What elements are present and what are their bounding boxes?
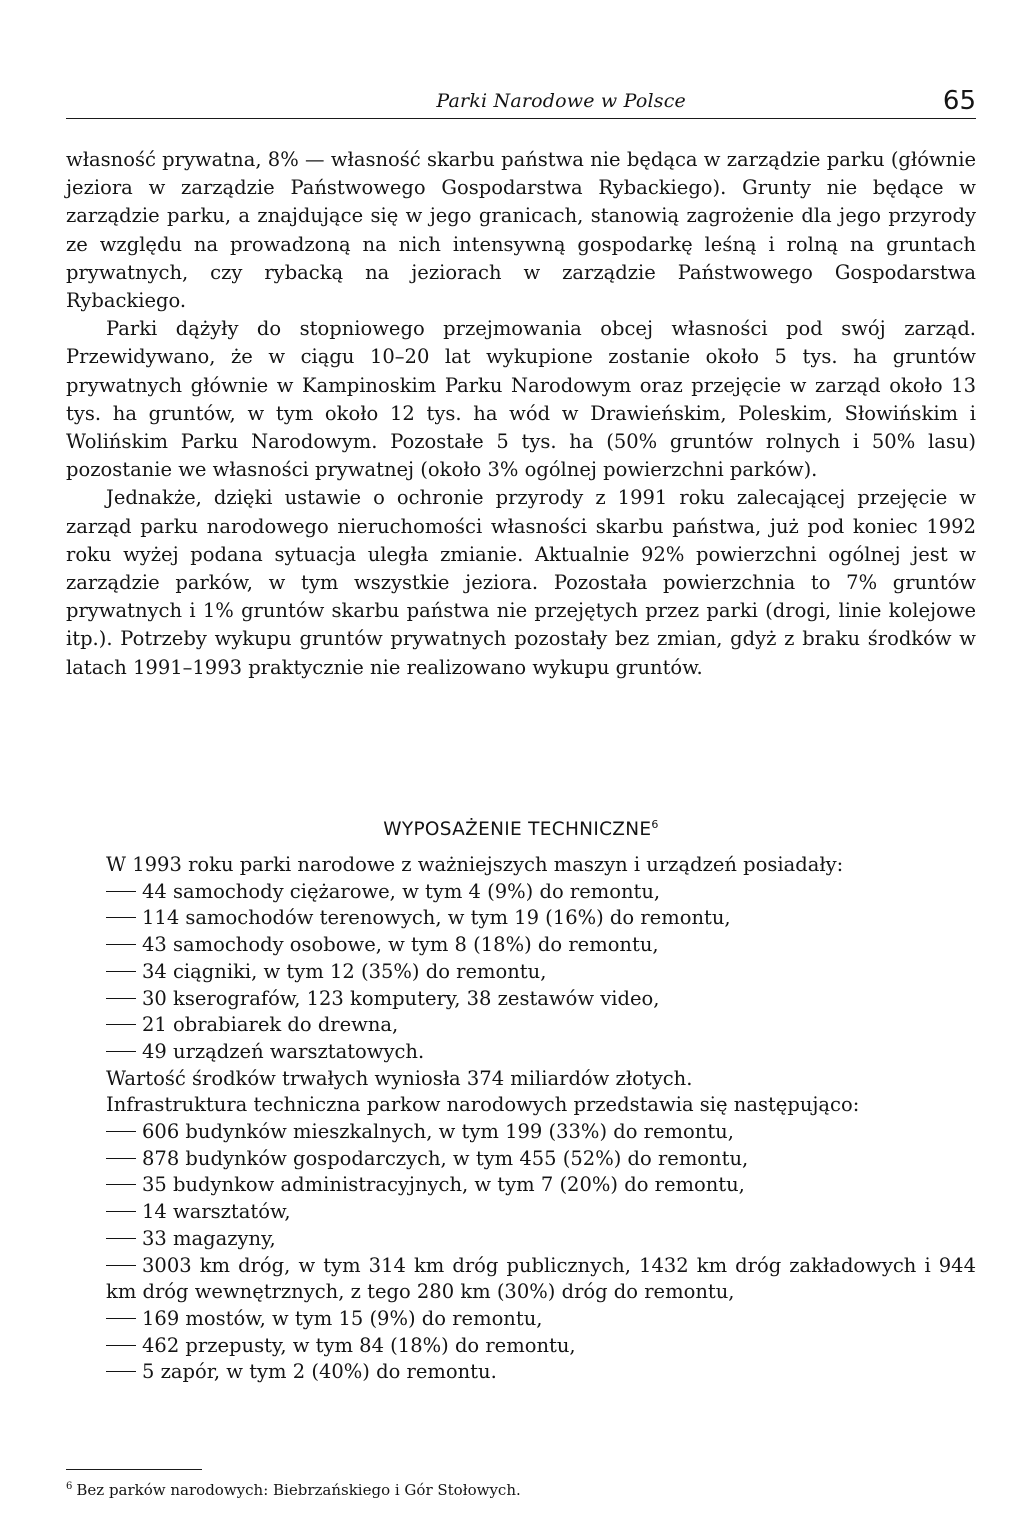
- footnote-text: Bez parków narodowych: Biebrzańskiego i Gór Stołowych.: [76, 1481, 521, 1499]
- equipment-list: [66, 879, 976, 1066]
- body-text: [66, 146, 976, 682]
- dash-icon: [106, 1131, 136, 1132]
- dash-icon: [106, 891, 136, 892]
- fixed-assets-value: Wartość środków trwałych wyniosła 374 miliardów złotych.: [106, 1066, 693, 1090]
- list-item-text: 878 budynków gospodarczych, w tym 455 (52%) do remontu,: [142, 1146, 749, 1170]
- list-item: [66, 1012, 976, 1039]
- dash-icon: [106, 998, 136, 999]
- list-item: [66, 986, 976, 1013]
- dash-icon: [106, 1024, 136, 1025]
- paragraph-3: Jednakże, dzięki ustawie o ochronie przyrody z 1991 roku zalecającej przejęcie w zarząd parku narodowego nieruchomości własności skarbu państwa, już pod koniec 1992 roku wyżej podana sytuacja uległa zmianie. Aktualnie 92% powierzchni ogólnej jest w zarządzie parków, w tym wszystkie jeziora. Pozostała powierzchnia to 7% gruntów prywatnych i 1% gruntów skarbu państwa nie przejętych przez parki (drogi, linie kolejowe itp.). Potrzeby wykupu gruntów prywatnych pozostały bez zmian, gdyż z braku środków w latach 1991–1993 praktycznie nie realizowano wykupu gruntów.: [66, 486, 976, 679]
- paragraph-1: własność prywatna, 8% — własność skarbu państwa nie będąca w zarządzie parku (głównie jeziora w zarządzie Państwowego Gospodarstwa Rybackiego). Grunty nie będące w zarządzie parku, a znajdujące się w jego granicach, stanowią zagrożenie dla jego przyrody ze względu na prowadzoną na nich intensywną gospodarkę leśną i rolną na gruntach prywatnych, czy rybacką na jeziorach w zarządzie Państwowego Gospodarstwa Rybackiego.: [66, 148, 976, 313]
- equipment-section: [66, 852, 976, 1386]
- dash-icon: [106, 1265, 136, 1266]
- infrastructure-list: [66, 1119, 976, 1386]
- list-item-text: 114 samochodów terenowych, w tym 19 (16%) do remontu,: [142, 906, 731, 930]
- list-item: [66, 1333, 976, 1360]
- paragraph-2: Parki dążyły do stopniowego przejmowania obcej własności pod swój zarząd. Przewidywano, że w ciągu 10–20 lat wykupione zostanie około 5 tys. ha gruntów prywatnych głównie w Kampinoskim Parku Narodowym oraz przejęcie w zarząd około 13 tys. ha gruntów, w tym około 12 tys. ha wód w Drawieńskim, Poleskim, Słowińskim i Wolińskim Parku Narodowym. Pozostałe 5 tys. ha (50% gruntów rolnych i 50% lasu) pozostanie we własności prywatnej (około 3% ogólnej powierzchni parków).: [66, 317, 976, 482]
- list-item: [66, 1306, 976, 1333]
- list-item-text: 43 samochody osobowe, w tym 8 (18%) do remontu,: [142, 933, 659, 957]
- footnote-reference: 6: [651, 818, 659, 831]
- list-item: [66, 905, 976, 932]
- dash-icon: [106, 1318, 136, 1319]
- list-item-text: 462 przepusty, w tym 84 (18%) do remontu,: [142, 1333, 576, 1357]
- list-item-text: 33 magazyny,: [142, 1226, 276, 1250]
- document-page: [66, 0, 976, 1536]
- dash-icon: [106, 1371, 136, 1372]
- dash-icon: [106, 1158, 136, 1159]
- equipment-intro: W 1993 roku parki narodowe z ważniejszych maszyn i urządzeń posiadały:: [106, 853, 844, 876]
- list-item: [66, 1199, 976, 1226]
- list-item: [66, 1039, 976, 1066]
- list-item: [66, 1359, 976, 1386]
- infrastructure-intro: Infrastruktura techniczna parkow narodowych przedstawia się następująco:: [106, 1093, 860, 1117]
- list-item-text: 5 zapór, w tym 2 (40%) do remontu.: [142, 1360, 497, 1384]
- list-item: [66, 1119, 976, 1146]
- list-item: [66, 1226, 976, 1253]
- footnote: [66, 1477, 976, 1500]
- list-item-text: 169 mostów, w tym 15 (9%) do remontu,: [142, 1306, 543, 1330]
- list-item: [66, 932, 976, 959]
- dash-icon: [106, 1184, 136, 1185]
- list-item-text: 606 budynków mieszkalnych, w tym 199 (33%) do remontu,: [142, 1120, 734, 1144]
- dash-icon: [106, 1345, 136, 1346]
- dash-icon: [106, 944, 136, 945]
- list-item-text: 34 ciągniki, w tym 12 (35%) do remontu,: [142, 959, 547, 983]
- list-item-text: 3003 km dróg, w tym 314 km dróg publicznych, 1432 km dróg zakładowych i 944 km dróg wewnętrznych, z tego 280 km (30%) dróg do remontu,: [106, 1253, 976, 1304]
- page-number: 65: [942, 86, 976, 116]
- running-title: Parki Narodowe w Polsce: [436, 90, 686, 112]
- list-item-text: 35 budynkow administracyjnych, w tym 7 (20%) do remontu,: [142, 1173, 745, 1197]
- dash-icon: [106, 971, 136, 972]
- list-item: [66, 1172, 976, 1199]
- dash-icon: [106, 1211, 136, 1212]
- section-heading-text: WYPOSAŻENIE TECHNICZNE: [383, 819, 652, 841]
- list-item: [66, 1146, 976, 1173]
- dash-icon: [106, 1238, 136, 1239]
- section-heading: [66, 818, 976, 840]
- list-item-text: 44 samochody ciężarowe, w tym 4 (9%) do remontu,: [142, 879, 661, 903]
- list-item: [66, 1253, 976, 1306]
- list-item-text: 30 kserografów, 123 komputery, 38 zestawów video,: [142, 986, 660, 1010]
- list-item-text: 49 urządzeń warsztatowych.: [142, 1039, 425, 1063]
- list-item: [66, 959, 976, 986]
- footnote-divider: [66, 1469, 202, 1470]
- dash-icon: [106, 917, 136, 918]
- footnote-marker: 6: [66, 1481, 73, 1492]
- dash-icon: [106, 1051, 136, 1052]
- list-item-text: 21 obrabiarek do drewna,: [142, 1013, 399, 1037]
- running-header: [66, 88, 976, 119]
- list-item-text: 14 warsztatów,: [142, 1200, 291, 1224]
- list-item: [66, 879, 976, 906]
